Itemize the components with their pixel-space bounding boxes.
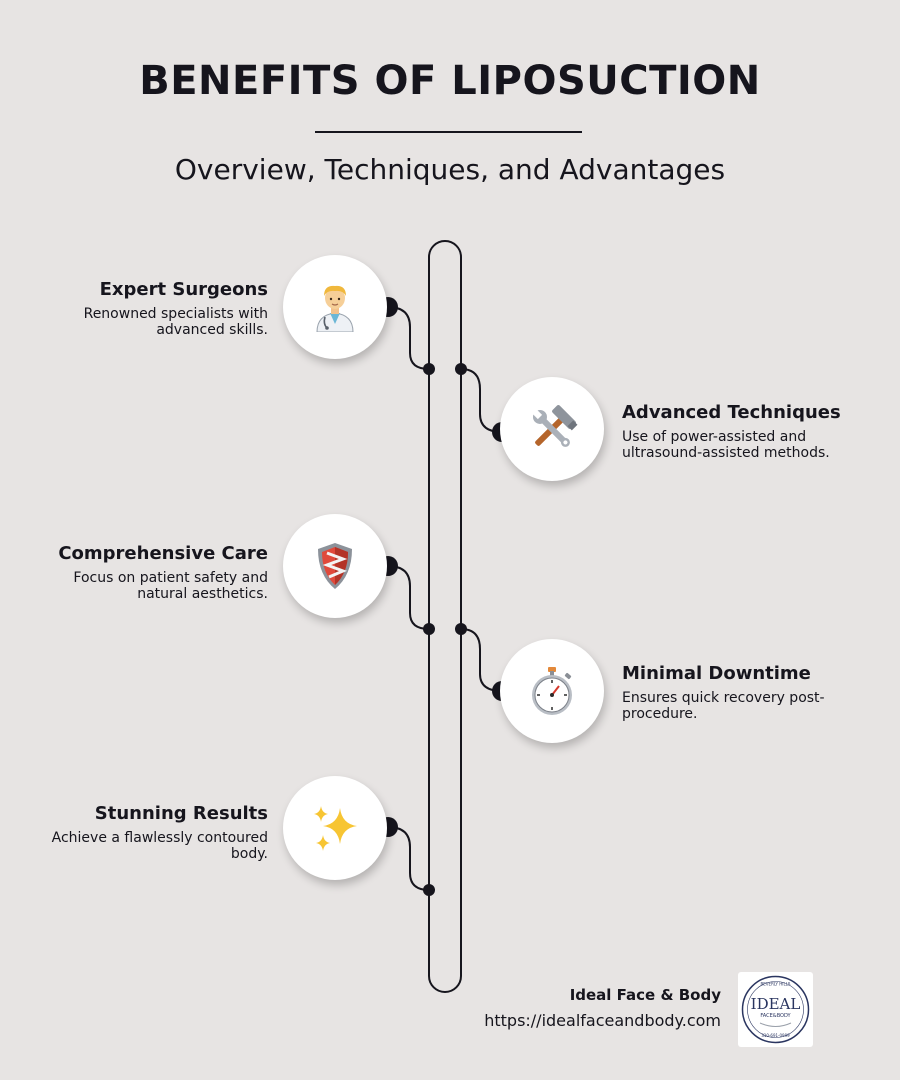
timeline-track bbox=[429, 241, 461, 992]
logo-text: IDEAL bbox=[750, 995, 801, 1013]
item-minimal-downtime bbox=[622, 663, 852, 722]
brand-name: Ideal Face & Body bbox=[569, 986, 721, 1004]
item-stunning-results bbox=[38, 803, 268, 862]
connector-minimal-downtime bbox=[461, 629, 502, 691]
track-dot-advanced-techniques bbox=[455, 363, 467, 375]
connector-expert-surgeons bbox=[388, 307, 429, 369]
track-dot-expert-surgeons bbox=[423, 363, 435, 375]
page-subtitle: Overview, Techniques, and Advantages bbox=[174, 153, 726, 186]
minimal-downtime-icon-circle bbox=[500, 639, 604, 743]
tools-icon bbox=[526, 403, 578, 455]
item-title: Expert Surgeons bbox=[99, 279, 268, 300]
connector-comprehensive-care bbox=[388, 566, 429, 629]
item-description: Use of power-assisted and ultrasound-assisted methods. bbox=[622, 429, 830, 461]
advanced-techniques-icon-circle bbox=[500, 377, 604, 481]
stunning-results-icon-circle bbox=[283, 776, 387, 880]
logo-top-text: BEVERLY HILLS bbox=[760, 981, 791, 987]
logo-badge bbox=[738, 972, 813, 1047]
track-dot-stunning-results bbox=[423, 884, 435, 896]
connector-advanced-techniques bbox=[461, 369, 502, 432]
item-description: Focus on patient safety and natural aesthetics. bbox=[73, 570, 268, 602]
item-comprehensive-care bbox=[38, 543, 268, 602]
doctor-icon bbox=[313, 282, 357, 332]
website-link[interactable]: https://idealfaceandbody.com bbox=[484, 1011, 721, 1030]
logo-subtext: FACE&BODY bbox=[760, 1013, 791, 1019]
track-dot-minimal-downtime bbox=[455, 623, 467, 635]
brand-logo bbox=[738, 972, 813, 1047]
stopwatch-icon bbox=[528, 665, 576, 717]
item-title: Stunning Results bbox=[94, 803, 268, 824]
item-title: Minimal Downtime bbox=[622, 663, 811, 684]
item-description: Ensures quick recovery post-procedure. bbox=[622, 690, 825, 722]
item-title: Advanced Techniques bbox=[622, 402, 841, 423]
item-advanced-techniques bbox=[622, 402, 852, 461]
sparkles-icon bbox=[309, 802, 361, 854]
item-title: Comprehensive Care bbox=[58, 543, 268, 564]
item-expert-surgeons bbox=[38, 279, 268, 338]
logo-bottom-text: 310-691-0999 bbox=[761, 1033, 790, 1038]
track-dot-comprehensive-care bbox=[423, 623, 435, 635]
comprehensive-care-icon-circle bbox=[283, 514, 387, 618]
page-title: BENEFITS OF LIPOSUCTION bbox=[139, 58, 761, 104]
item-description: Renowned specialists with advanced skills. bbox=[83, 306, 268, 338]
shield-icon bbox=[315, 541, 355, 591]
connector-stunning-results bbox=[388, 827, 429, 890]
item-description: Achieve a flawlessly contoured body. bbox=[51, 830, 268, 862]
expert-surgeons-icon-circle bbox=[283, 255, 387, 359]
